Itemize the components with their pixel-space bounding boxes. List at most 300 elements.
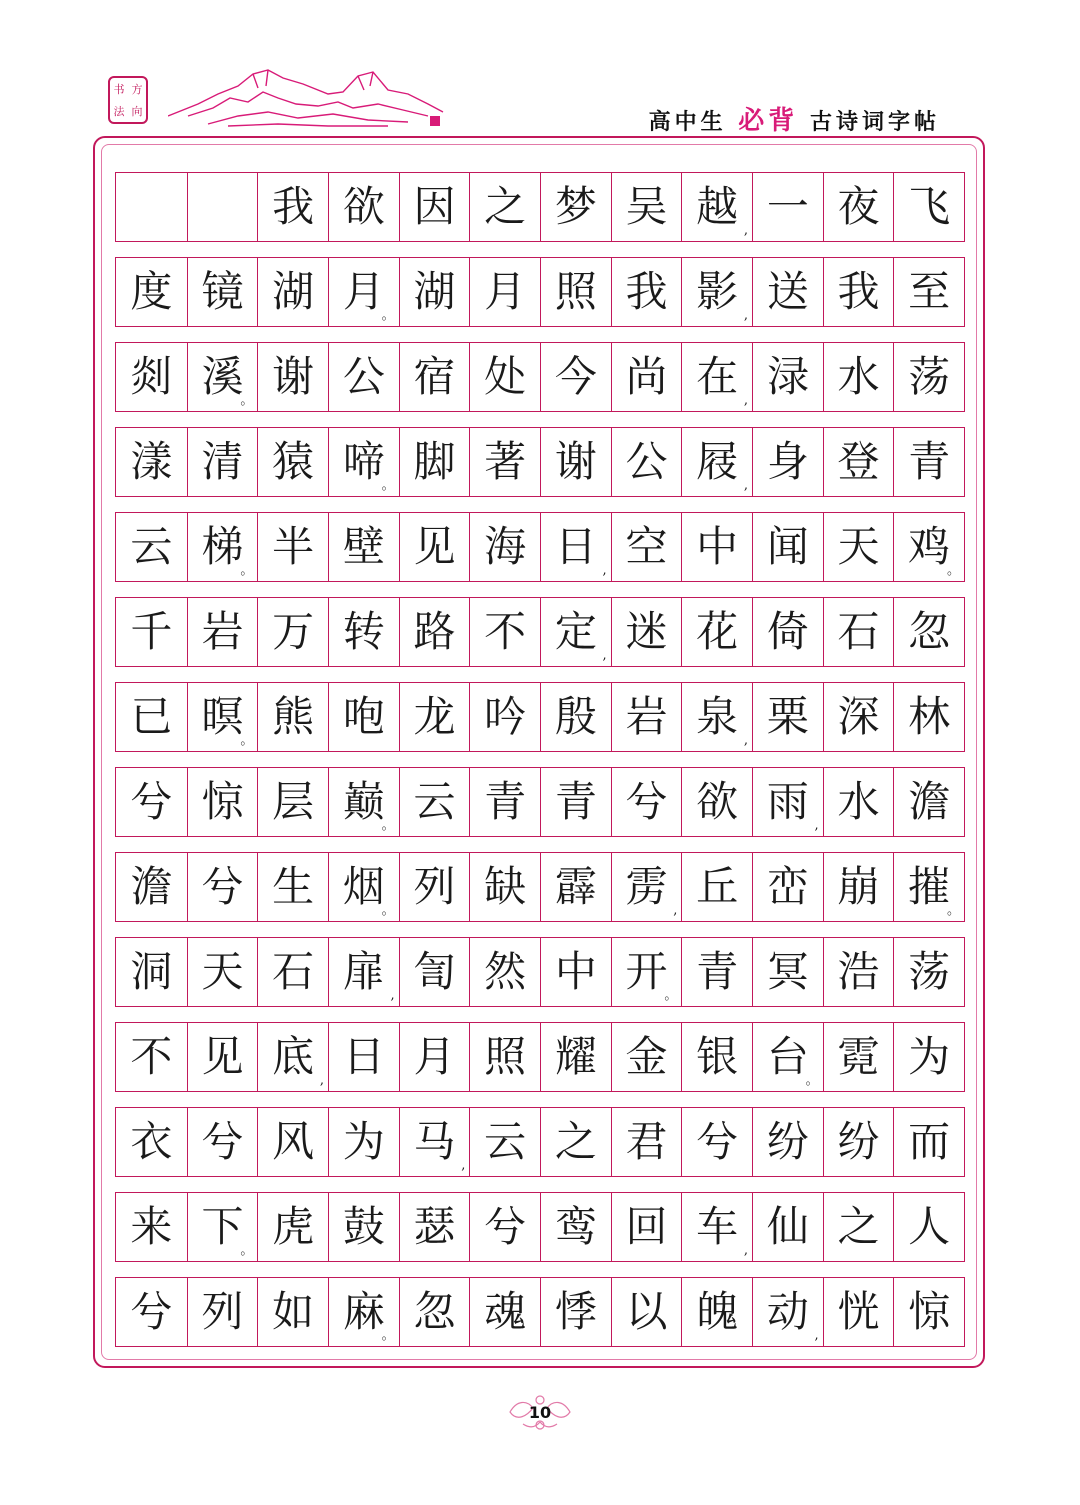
cell-character: 惊: [201, 777, 244, 826]
cell-character: 空: [625, 522, 668, 571]
grid-row: [115, 512, 965, 582]
grid-cell: [823, 428, 894, 496]
cell-character: 不: [484, 607, 527, 656]
cell-character: 殷: [554, 692, 597, 741]
cell-character: 动: [766, 1287, 809, 1336]
grid-cell: [681, 173, 752, 241]
grid-cell: [752, 1278, 823, 1346]
grid-cell: [893, 258, 964, 326]
grid-cell: [257, 683, 328, 751]
grid-cell: [611, 258, 682, 326]
cell-character: 兮: [484, 1202, 527, 1251]
grid-cell: [681, 258, 752, 326]
cell-character: 而: [908, 1117, 951, 1166]
cell-character: 漾: [130, 437, 173, 486]
cell-character: 海: [484, 522, 527, 571]
grid-cell: [540, 683, 611, 751]
cell-character: 清: [201, 437, 244, 486]
cell-character: 兮: [201, 1117, 244, 1166]
grid-cell: [399, 1193, 470, 1261]
cell-character: 澹: [908, 777, 951, 826]
grid-cell: [752, 428, 823, 496]
cell-character: 谢: [554, 437, 597, 486]
cell-character: 恍: [837, 1287, 880, 1336]
grid-cell: [469, 1108, 540, 1176]
cell-character: 照: [484, 1032, 527, 1081]
cell-character: 倚: [766, 607, 809, 656]
grid-cell: [469, 173, 540, 241]
cell-character: 脚: [413, 437, 456, 486]
grid-row: [115, 937, 965, 1007]
cell-character: 日: [554, 522, 597, 571]
cell-character: 花: [696, 607, 739, 656]
cell-character: 夜: [837, 182, 880, 231]
grid-cell: [611, 1278, 682, 1346]
cell-character: 渌: [766, 352, 809, 401]
grid-cell: [611, 938, 682, 1006]
cell-character: 訇: [413, 947, 456, 996]
grid-cell: [257, 258, 328, 326]
cell-character: 溪: [201, 352, 244, 401]
cell-character: 青: [484, 777, 527, 826]
cell-character: 公: [342, 352, 385, 401]
cell-character: 送: [766, 267, 809, 316]
grid-cell: [187, 598, 258, 666]
grid-cell: [893, 1278, 964, 1346]
cell-character: 以: [625, 1287, 668, 1336]
cell-character: 兮: [130, 1287, 173, 1336]
grid-cell: [187, 173, 258, 241]
cell-character: 下: [201, 1202, 244, 1251]
grid-cell: [328, 1278, 399, 1346]
cell-character: 忽: [413, 1287, 456, 1336]
grid-cell: [399, 853, 470, 921]
grid-cell: [611, 1193, 682, 1261]
cell-punctuation: ,: [461, 1158, 466, 1173]
cell-character: 半: [272, 522, 315, 571]
cell-punctuation: 。: [381, 1328, 395, 1343]
cell-punctuation: ,: [743, 478, 748, 493]
grid-cell: [823, 1108, 894, 1176]
cell-character: 君: [625, 1117, 668, 1166]
grid-cell: [540, 1193, 611, 1261]
grid-row: [115, 597, 965, 667]
cell-character: 底: [272, 1032, 315, 1081]
cell-character: 巅: [342, 777, 385, 826]
grid-cell: [469, 343, 540, 411]
cell-character: 兮: [625, 777, 668, 826]
cell-punctuation: ,: [814, 818, 819, 833]
cell-character: 龙: [413, 692, 456, 741]
cell-punctuation: ,: [743, 1243, 748, 1258]
grid-cell: [187, 683, 258, 751]
grid-cell: [540, 428, 611, 496]
grid-cell: [823, 683, 894, 751]
cell-character: 天: [201, 947, 244, 996]
grid-cell: [681, 853, 752, 921]
grid-cell: [752, 768, 823, 836]
cell-character: 石: [272, 947, 315, 996]
grid-cell: [893, 173, 964, 241]
grid-cell: [611, 768, 682, 836]
grid-cell: [257, 173, 328, 241]
cell-character: 越: [696, 182, 739, 231]
grid-cell: [681, 1278, 752, 1346]
grid-cell: [257, 343, 328, 411]
grid-cell: [752, 173, 823, 241]
cell-character: 荡: [908, 352, 951, 401]
copybook-grid: [115, 172, 965, 1362]
grid-cell: [116, 1193, 187, 1261]
cell-punctuation: 。: [946, 563, 960, 578]
cell-character: 峦: [766, 862, 809, 911]
cell-character: 耀: [554, 1032, 597, 1081]
cell-character: 暝: [201, 692, 244, 741]
grid-cell: [823, 768, 894, 836]
cell-character: 洞: [130, 947, 173, 996]
grid-cell: [328, 938, 399, 1006]
grid-cell: [187, 1193, 258, 1261]
cell-punctuation: ,: [743, 223, 748, 238]
grid-cell: [116, 768, 187, 836]
grid-cell: [823, 513, 894, 581]
title-suffix: 古诗词字帖: [809, 110, 940, 135]
page-number: 10: [528, 1402, 552, 1422]
grid-cell: [399, 1278, 470, 1346]
cell-punctuation: 。: [240, 733, 254, 748]
grid-cell: [681, 1023, 752, 1091]
grid-cell: [823, 173, 894, 241]
grid-cell: [257, 768, 328, 836]
grid-cell: [328, 768, 399, 836]
cell-character: 梯: [201, 522, 244, 571]
grid-cell: [328, 173, 399, 241]
grid-cell: [328, 258, 399, 326]
cell-character: 中: [554, 947, 597, 996]
cell-character: 丘: [696, 862, 739, 911]
cell-character: 冥: [766, 947, 809, 996]
grid-cell: [681, 428, 752, 496]
cell-character: 鸾: [554, 1202, 597, 1251]
cell-punctuation: ,: [814, 1328, 819, 1343]
grid-cell: [328, 428, 399, 496]
cell-character: 魄: [696, 1287, 739, 1336]
cell-character: 雳: [625, 862, 668, 911]
grid-cell: [752, 938, 823, 1006]
grid-cell: [893, 1193, 964, 1261]
title-emphasis: 必背: [738, 106, 799, 136]
grid-cell: [187, 343, 258, 411]
grid-cell: [399, 768, 470, 836]
page-header-title: [649, 100, 940, 137]
cell-character: 浩: [837, 947, 880, 996]
grid-cell: [752, 598, 823, 666]
grid-row: [115, 1277, 965, 1347]
grid-cell: [116, 1023, 187, 1091]
cell-character: 岩: [625, 692, 668, 741]
grid-cell: [187, 258, 258, 326]
grid-cell: [893, 853, 964, 921]
grid-cell: [540, 258, 611, 326]
grid-cell: [469, 853, 540, 921]
grid-cell: [328, 1193, 399, 1261]
grid-cell: [328, 1023, 399, 1091]
cell-character: 闻: [766, 522, 809, 571]
grid-cell: [469, 938, 540, 1006]
grid-cell: [681, 1108, 752, 1176]
grid-cell: [823, 343, 894, 411]
grid-cell: [823, 1023, 894, 1091]
grid-cell: [893, 343, 964, 411]
cell-character: 之: [484, 182, 527, 231]
grid-cell: [257, 428, 328, 496]
cell-character: 之: [554, 1117, 597, 1166]
cell-character: 回: [625, 1202, 668, 1251]
cell-character: 惊: [908, 1287, 951, 1336]
grid-cell: [752, 1108, 823, 1176]
cell-character: 纷: [837, 1117, 880, 1166]
cell-punctuation: ,: [743, 393, 748, 408]
cell-character: 深: [837, 692, 880, 741]
cell-character: 崩: [837, 862, 880, 911]
cell-character: 台: [766, 1032, 809, 1081]
cell-character: 林: [908, 692, 951, 741]
cell-character: 月: [342, 267, 385, 316]
grid-cell: [469, 768, 540, 836]
cell-character: 缺: [484, 862, 527, 911]
grid-cell: [399, 173, 470, 241]
cell-character: 衣: [130, 1117, 173, 1166]
cell-character: 风: [272, 1117, 315, 1166]
grid-cell: [681, 513, 752, 581]
grid-cell: [116, 1108, 187, 1176]
grid-cell: [681, 683, 752, 751]
cell-character: 云: [130, 522, 173, 571]
cell-character: 我: [837, 267, 880, 316]
grid-cell: [611, 428, 682, 496]
cell-character: 魂: [484, 1287, 527, 1336]
grid-cell: [257, 1278, 328, 1346]
grid-cell: [469, 258, 540, 326]
cell-character: 鼓: [342, 1202, 385, 1251]
grid-row: [115, 1022, 965, 1092]
grid-cell: [116, 683, 187, 751]
cell-character: 影: [696, 267, 739, 316]
cell-character: 鸡: [908, 522, 951, 571]
grid-row: [115, 342, 965, 412]
cell-punctuation: ,: [743, 733, 748, 748]
grid-cell: [399, 938, 470, 1006]
cell-character: 湖: [272, 267, 315, 316]
cell-character: 我: [272, 182, 315, 231]
grid-cell: [116, 598, 187, 666]
grid-cell: [116, 173, 187, 241]
grid-cell: [611, 853, 682, 921]
cell-punctuation: 。: [240, 563, 254, 578]
cell-character: 猿: [272, 437, 315, 486]
cell-character: 为: [342, 1117, 385, 1166]
grid-cell: [752, 1193, 823, 1261]
cell-character: 公: [625, 437, 668, 486]
grid-cell: [257, 853, 328, 921]
grid-cell: [823, 258, 894, 326]
seal-char: 向: [131, 104, 143, 118]
cell-punctuation: ,: [743, 308, 748, 323]
cell-character: 兮: [696, 1117, 739, 1166]
cell-character: 人: [908, 1202, 951, 1251]
cell-punctuation: ,: [390, 988, 395, 1003]
grid-cell: [540, 343, 611, 411]
grid-cell: [540, 938, 611, 1006]
grid-cell: [681, 768, 752, 836]
grid-cell: [893, 428, 964, 496]
grid-cell: [328, 343, 399, 411]
cell-character: 车: [696, 1202, 739, 1251]
grid-cell: [752, 1023, 823, 1091]
cell-character: 忽: [908, 607, 951, 656]
grid-cell: [611, 513, 682, 581]
cell-character: 层: [272, 777, 315, 826]
cell-character: 石: [837, 607, 880, 656]
grid-cell: [823, 1278, 894, 1346]
cell-punctuation: 。: [805, 1073, 819, 1088]
seal-char: 法: [113, 104, 125, 118]
cell-character: 来: [130, 1202, 173, 1251]
cell-punctuation: ,: [602, 563, 607, 578]
cell-character: 处: [484, 352, 527, 401]
cell-character: 日: [342, 1032, 385, 1081]
grid-cell: [187, 853, 258, 921]
cell-character: 瑟: [413, 1202, 456, 1251]
cell-character: 岩: [201, 607, 244, 656]
grid-cell: [611, 1108, 682, 1176]
grid-cell: [399, 513, 470, 581]
grid-cell: [893, 513, 964, 581]
grid-cell: [187, 938, 258, 1006]
grid-cell: [116, 938, 187, 1006]
grid-cell: [469, 513, 540, 581]
grid-cell: [893, 683, 964, 751]
cell-character: 云: [413, 777, 456, 826]
cell-character: 照: [554, 267, 597, 316]
grid-cell: [540, 768, 611, 836]
grid-cell: [116, 513, 187, 581]
cell-character: 烟: [342, 862, 385, 911]
cell-punctuation: 。: [240, 393, 254, 408]
cell-character: 吴: [625, 182, 668, 231]
cell-punctuation: 。: [381, 903, 395, 918]
cell-character: 欲: [696, 777, 739, 826]
cell-character: 飞: [908, 182, 951, 231]
grid-cell: [187, 1278, 258, 1346]
cell-character: 虎: [272, 1202, 315, 1251]
cell-character: 金: [625, 1032, 668, 1081]
grid-cell: [540, 513, 611, 581]
grid-cell: [187, 513, 258, 581]
grid-row: [115, 172, 965, 242]
cell-character: 水: [837, 352, 880, 401]
cell-character: 霓: [837, 1032, 880, 1081]
cell-character: 湖: [413, 267, 456, 316]
cell-character: 银: [696, 1032, 739, 1081]
cell-character: 仙: [766, 1202, 809, 1251]
grid-cell: [328, 513, 399, 581]
cell-character: 青: [696, 947, 739, 996]
cell-character: 在: [696, 352, 739, 401]
grid-cell: [399, 1023, 470, 1091]
grid-cell: [540, 1108, 611, 1176]
grid-cell: [469, 598, 540, 666]
cell-character: 身: [766, 437, 809, 486]
grid-cell: [469, 1278, 540, 1346]
cell-character: 万: [272, 607, 315, 656]
cell-character: 因: [413, 182, 456, 231]
cell-character: 壁: [342, 522, 385, 571]
grid-cell: [540, 1278, 611, 1346]
cell-character: 宿: [413, 352, 456, 401]
page-number-ornament: [505, 1392, 575, 1432]
grid-cell: [257, 513, 328, 581]
cell-character: 啼: [342, 437, 385, 486]
cell-character: 摧: [908, 862, 951, 911]
grid-cell: [752, 343, 823, 411]
grid-cell: [469, 1023, 540, 1091]
grid-cell: [116, 1278, 187, 1346]
cell-character: 生: [272, 862, 315, 911]
cell-character: 列: [413, 862, 456, 911]
grid-cell: [823, 938, 894, 1006]
cell-punctuation: 。: [381, 478, 395, 493]
grid-cell: [187, 1023, 258, 1091]
cell-character: 见: [413, 522, 456, 571]
cell-character: 开: [625, 947, 668, 996]
cell-character: 悸: [554, 1287, 597, 1336]
grid-cell: [823, 853, 894, 921]
cell-punctuation: 。: [664, 988, 678, 1003]
grid-cell: [611, 173, 682, 241]
grid-cell: [611, 598, 682, 666]
grid-cell: [187, 428, 258, 496]
grid-cell: [893, 768, 964, 836]
grid-cell: [399, 683, 470, 751]
mountain-landscape-icon: [168, 64, 448, 134]
cell-punctuation: ,: [602, 648, 607, 663]
grid-cell: [469, 683, 540, 751]
cell-character: 迷: [625, 607, 668, 656]
cell-character: 转: [342, 607, 385, 656]
cell-character: 见: [201, 1032, 244, 1081]
cell-character: 然: [484, 947, 527, 996]
cell-character: 至: [908, 267, 951, 316]
cell-character: 今: [554, 352, 597, 401]
cell-character: 一: [766, 182, 809, 231]
cell-character: 荡: [908, 947, 951, 996]
grid-cell: [752, 683, 823, 751]
title-prefix: 高中生: [648, 110, 727, 135]
grid-cell: [681, 343, 752, 411]
grid-cell: [540, 853, 611, 921]
grid-cell: [893, 598, 964, 666]
cell-character: 纷: [766, 1117, 809, 1166]
cell-character: 千: [130, 607, 173, 656]
grid-cell: [187, 1108, 258, 1176]
cell-character: 兮: [201, 862, 244, 911]
grid-cell: [540, 598, 611, 666]
cell-character: 云: [484, 1117, 527, 1166]
cell-character: 吟: [484, 692, 527, 741]
grid-cell: [823, 598, 894, 666]
grid-cell: [399, 258, 470, 326]
